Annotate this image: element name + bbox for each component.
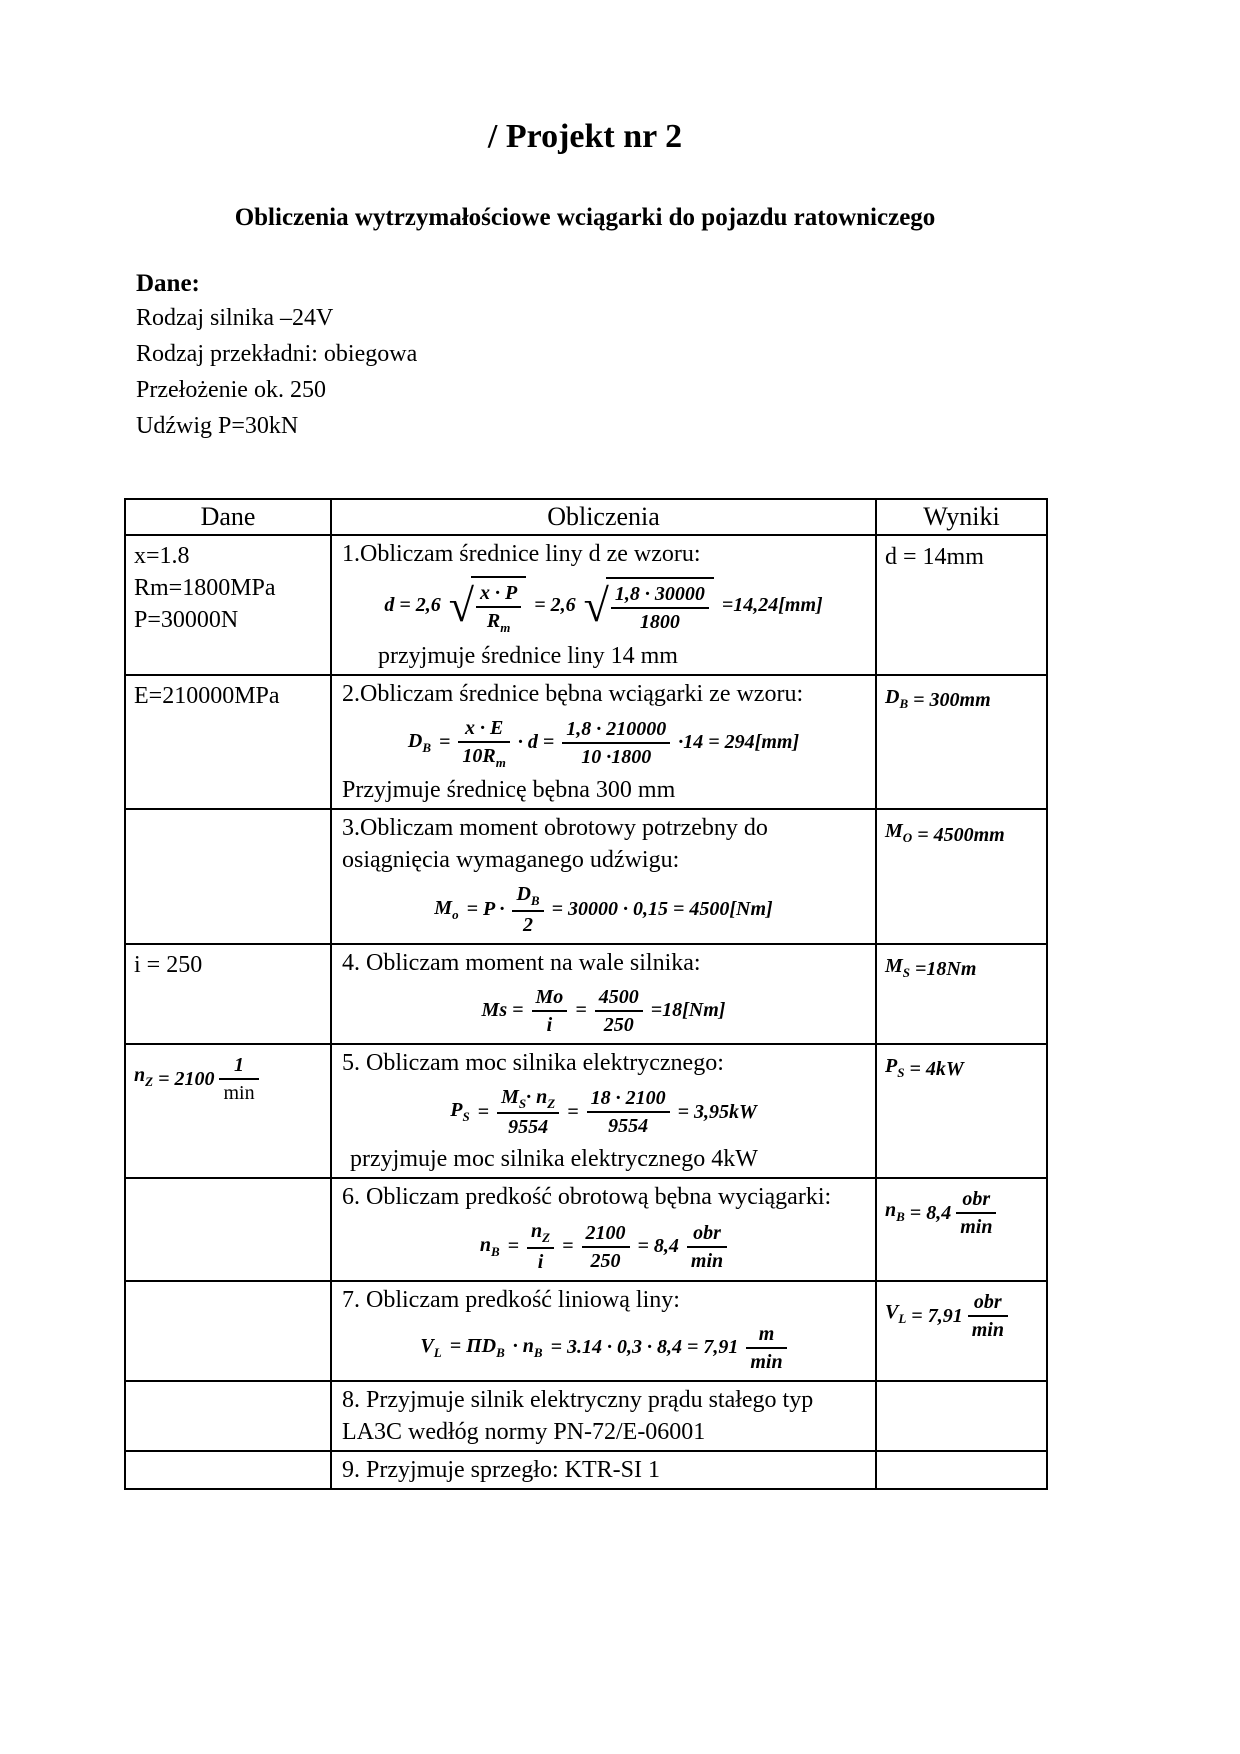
formula-part: = <box>562 1235 574 1258</box>
wynik-number: = 4500mm <box>917 823 1005 846</box>
table-row <box>125 535 1047 675</box>
dane-value: P=30000N <box>134 607 239 633</box>
formula-part: = <box>477 1100 490 1123</box>
cell-dane-3 <box>125 809 331 944</box>
wynik-number: = 7,91 <box>911 1304 963 1327</box>
formula-part <box>513 1334 543 1361</box>
dane-line: Rodzaj silnika –24V <box>136 305 334 331</box>
numerator: obr <box>968 1290 1008 1317</box>
formula-part: = 8,4 <box>637 1235 679 1258</box>
dane-value: E=210000MPa <box>134 682 280 709</box>
var <box>885 1053 904 1086</box>
var-base: D <box>885 685 900 708</box>
radicand <box>606 577 714 634</box>
cell-dane-7 <box>125 1281 331 1381</box>
var-base: M <box>885 954 903 977</box>
denominator: 250 <box>590 1249 621 1272</box>
denominator: min <box>750 1350 783 1373</box>
radical-icon: √ <box>583 580 609 632</box>
var <box>885 818 912 851</box>
fraction <box>497 1085 559 1140</box>
dane-value <box>134 1053 322 1105</box>
numerator <box>527 1219 554 1249</box>
cell-wyniki-6 <box>876 1178 1047 1281</box>
table-row <box>125 1178 1047 1281</box>
calc-note: przyjmuje średnice liny 14 mm <box>378 642 678 669</box>
numerator: x · E <box>458 716 509 743</box>
cell-wyniki-8 <box>876 1381 1047 1451</box>
table-row <box>125 1044 1047 1179</box>
cell-wyniki-7 <box>876 1281 1047 1381</box>
fraction <box>611 582 709 634</box>
calc-caption: 5. Obliczam moc silnika elektrycznego: <box>342 1049 724 1076</box>
numerator: 1 <box>219 1053 258 1080</box>
calc-caption: 3.Obliczam moment obrotowy potrzebny do osiągnięcia wymaganego udźwigu: <box>342 815 768 874</box>
denominator: 1800 <box>639 611 680 634</box>
formula-part: = 3,95kW <box>677 1100 757 1123</box>
cell-dane-8 <box>125 1381 331 1451</box>
numerator-base: n <box>531 1220 543 1243</box>
dane-value: Rm=1800MPa <box>134 575 276 601</box>
formula-part: = <box>575 999 587 1022</box>
formula-part <box>450 1098 469 1125</box>
formula-part: =18[Nm] <box>650 999 726 1022</box>
table-header-row <box>125 499 1047 535</box>
var <box>885 1197 905 1230</box>
var-sub: B <box>899 695 909 711</box>
formula-part <box>434 896 458 923</box>
numerator: m <box>746 1322 786 1349</box>
calc-note: Przyjmuje średnicę bębna 300 mm <box>342 777 676 804</box>
cell-obliczenia-5 <box>331 1044 876 1179</box>
fraction <box>219 1053 258 1105</box>
cell-obliczenia-1 <box>331 535 876 675</box>
fraction <box>476 581 521 636</box>
numerator-base: D <box>516 883 531 906</box>
numerator-sub: Z <box>542 1230 551 1246</box>
wynik-number: =18Nm <box>915 958 977 981</box>
wynik-value <box>885 953 1038 986</box>
fraction <box>595 985 643 1037</box>
var-base: · n <box>512 1335 534 1358</box>
var-sub: O <box>902 830 913 846</box>
cell-wyniki-9 <box>876 1451 1047 1489</box>
var-sub: S <box>902 964 911 980</box>
sqrt <box>449 576 526 636</box>
wynik-number: = 300mm <box>913 689 991 712</box>
dane-value: x=1.8 <box>134 543 190 569</box>
var-sub: B <box>490 1244 500 1260</box>
denominator-base: 10R <box>462 744 496 767</box>
var-sub: S <box>897 1064 905 1080</box>
denominator: 9554 <box>508 1116 549 1139</box>
var-base: n <box>479 1234 491 1257</box>
calc-caption: 8. Przyjmuje silnik elektryczny prądu stałego typ LA3C wedłóg normy PN-72/E-06001 <box>342 1386 814 1445</box>
numerator-sub2: Z <box>547 1095 556 1111</box>
formula-7 <box>342 1322 865 1374</box>
cell-dane-5 <box>125 1044 331 1179</box>
table-row <box>125 1281 1047 1381</box>
formula-part: =14,24[mm] <box>721 594 823 617</box>
table-row <box>125 809 1047 944</box>
numerator: 1,8 · 30000 <box>611 582 709 609</box>
calc-caption: 1.Obliczam średnice liny d ze wzoru: <box>342 541 701 567</box>
header-wyniki: Wyniki <box>876 499 1047 535</box>
wynik-value <box>885 1053 1038 1086</box>
wynik-value <box>885 1187 1038 1239</box>
formula-2 <box>342 716 865 771</box>
cell-obliczenia-4 <box>331 944 876 1044</box>
dane-number: = 2100 <box>158 1067 215 1090</box>
formula-6 <box>342 1219 865 1274</box>
cell-wyniki-4 <box>876 944 1047 1044</box>
calc-caption: 9. Przyjmuje sprzegło: KTR-SI 1 <box>342 1456 660 1483</box>
numerator: obr <box>956 1187 996 1214</box>
calc-table <box>124 498 1048 1490</box>
wynik-value <box>885 684 1038 717</box>
formula-part: = <box>567 1100 579 1123</box>
var-sub: B <box>533 1345 543 1361</box>
var-sub: B <box>422 740 431 756</box>
calc-caption: 7. Obliczam predkość liniową liny: <box>342 1286 680 1313</box>
dane-heading: Dane: <box>136 270 200 297</box>
denominator-sub: m <box>495 754 506 770</box>
cell-wyniki-2 <box>876 675 1047 810</box>
formula-part: ·14 = 294[mm] <box>678 731 800 754</box>
formula-part: = 2,6 <box>534 594 576 617</box>
denominator: 9554 <box>608 1115 649 1138</box>
fraction <box>532 985 568 1037</box>
formula-part <box>420 1334 441 1361</box>
cell-dane-2 <box>125 675 331 810</box>
fraction <box>458 716 509 771</box>
formula-part <box>450 1334 505 1361</box>
calc-note: przyjmuje moc silnika elektrycznego 4kW <box>350 1146 758 1173</box>
numerator: obr <box>687 1221 727 1248</box>
formula-part: = P · <box>466 897 505 920</box>
fraction <box>746 1322 786 1374</box>
formula-part: · d = <box>517 731 555 754</box>
fraction <box>512 882 543 937</box>
numerator <box>512 882 543 912</box>
cell-dane-6 <box>125 1178 331 1281</box>
cell-obliczenia-2 <box>331 675 876 810</box>
formula-part: = <box>507 1235 520 1258</box>
fraction <box>968 1290 1008 1342</box>
var-base: n <box>885 1198 897 1221</box>
var-base: P <box>885 1054 898 1077</box>
var-sub: L <box>898 1311 907 1327</box>
var-sub: Z <box>145 1074 154 1090</box>
cell-obliczenia-6 <box>331 1178 876 1281</box>
numerator: 18 · 2100 <box>587 1086 670 1113</box>
denominator: 10 ·1800 <box>581 745 652 768</box>
cell-wyniki-5 <box>876 1044 1047 1179</box>
fraction <box>587 1086 670 1138</box>
numerator-sub: S <box>518 1095 527 1111</box>
calc-caption: 4. Obliczam moment na wale silnika: <box>342 949 701 976</box>
formula-part: Ms = <box>481 999 524 1022</box>
var <box>885 1299 906 1332</box>
numerator: 2100 <box>582 1221 630 1248</box>
cell-obliczenia-7 <box>331 1281 876 1381</box>
dane-line: Rodzaj przekładni: obiegowa <box>136 341 418 367</box>
table-row <box>125 675 1047 810</box>
formula-part: = 3.14 · 0,3 · 8,4 = 7,91 <box>550 1336 739 1359</box>
table-row <box>125 944 1047 1044</box>
formula-part: = 30000 · 0,15 = 4500[Nm] <box>551 897 773 920</box>
formula-5 <box>342 1085 865 1140</box>
var-base: M <box>434 896 453 919</box>
denominator: i <box>546 1013 553 1036</box>
denominator: min <box>690 1249 724 1272</box>
formula-part: d = 2,6 <box>384 594 441 617</box>
cell-obliczenia-8 <box>331 1381 876 1451</box>
cell-dane-1 <box>125 535 331 675</box>
numerator: x · P <box>476 581 521 608</box>
fraction <box>562 717 670 769</box>
var-base: = ΠD <box>449 1335 497 1358</box>
formula-part <box>480 1233 500 1260</box>
fraction <box>582 1221 630 1273</box>
formula-3 <box>342 882 865 937</box>
denominator: 2 <box>523 913 534 936</box>
dane-line: Udźwig P=30kN <box>136 413 299 439</box>
denominator: min <box>971 1318 1004 1341</box>
wynik-value <box>885 1290 1038 1342</box>
dane-line: Przełożenie ok. 250 <box>136 377 326 403</box>
var-sub: L <box>433 1345 442 1361</box>
table-row <box>125 1451 1047 1489</box>
header-obliczenia: Obliczenia <box>331 499 876 535</box>
denominator: i <box>537 1250 544 1273</box>
cell-dane-4 <box>125 944 331 1044</box>
page-subtitle: Obliczenia wytrzymałościowe wciągarki do pojazdu ratowniczego <box>234 204 936 231</box>
var-sub: S <box>462 1109 470 1125</box>
numerator-base: M <box>501 1085 519 1108</box>
cell-wyniki-1 <box>876 535 1047 675</box>
var-base: D <box>407 730 423 753</box>
denominator: min <box>223 1081 255 1104</box>
formula-part <box>408 729 431 756</box>
radicand <box>471 576 526 636</box>
numerator: 1,8 · 210000 <box>562 717 670 744</box>
cell-wyniki-3 <box>876 809 1047 944</box>
table-row <box>125 1381 1047 1451</box>
fraction <box>956 1187 996 1239</box>
var-base: V <box>885 1301 899 1324</box>
var-sub: B <box>896 1208 905 1224</box>
radical-icon: √ <box>448 580 474 632</box>
calc-caption: 6. Obliczam predkość obrotową bębna wyciągarki: <box>342 1184 832 1211</box>
formula-1 <box>342 576 865 636</box>
var-base: P <box>450 1099 463 1122</box>
wynik-value: d = 14mm <box>885 544 984 570</box>
calc-caption: 2.Obliczam średnice bębna wciągarki ze wzoru: <box>342 680 804 707</box>
var <box>134 1059 153 1098</box>
denominator-sub: m <box>500 620 511 635</box>
formula-part: = <box>439 731 451 754</box>
header-dane: Dane <box>125 499 331 535</box>
dane-value: i = 250 <box>134 951 203 978</box>
var-sub: o <box>452 906 459 922</box>
denominator: min <box>960 1216 993 1239</box>
numerator-base2: · n <box>526 1085 548 1108</box>
var-base: M <box>885 820 903 843</box>
var <box>885 684 908 717</box>
sqrt <box>584 577 714 634</box>
cell-obliczenia-9 <box>331 1451 876 1489</box>
denominator-base: R <box>486 610 501 632</box>
denominator: 250 <box>603 1013 634 1036</box>
denominator <box>476 608 521 636</box>
var-base: V <box>420 1335 434 1358</box>
fraction <box>687 1221 727 1273</box>
numerator: Mo <box>532 985 568 1012</box>
wynik-value <box>885 818 1038 851</box>
var <box>885 953 910 986</box>
wynik-number: = 8,4 <box>909 1202 952 1225</box>
page-title: / Projekt nr 2 <box>487 118 683 155</box>
var-base: n <box>134 1064 146 1087</box>
numerator-sub: B <box>530 893 540 909</box>
cell-dane-9 <box>125 1451 331 1489</box>
denominator <box>458 743 509 771</box>
wynik-number: = 4kW <box>909 1058 964 1081</box>
cell-obliczenia-3 <box>331 809 876 944</box>
numerator <box>497 1085 559 1115</box>
numerator: 4500 <box>595 985 643 1012</box>
var-sub: B <box>496 1345 505 1361</box>
formula-4 <box>342 985 865 1037</box>
fraction <box>527 1219 554 1274</box>
